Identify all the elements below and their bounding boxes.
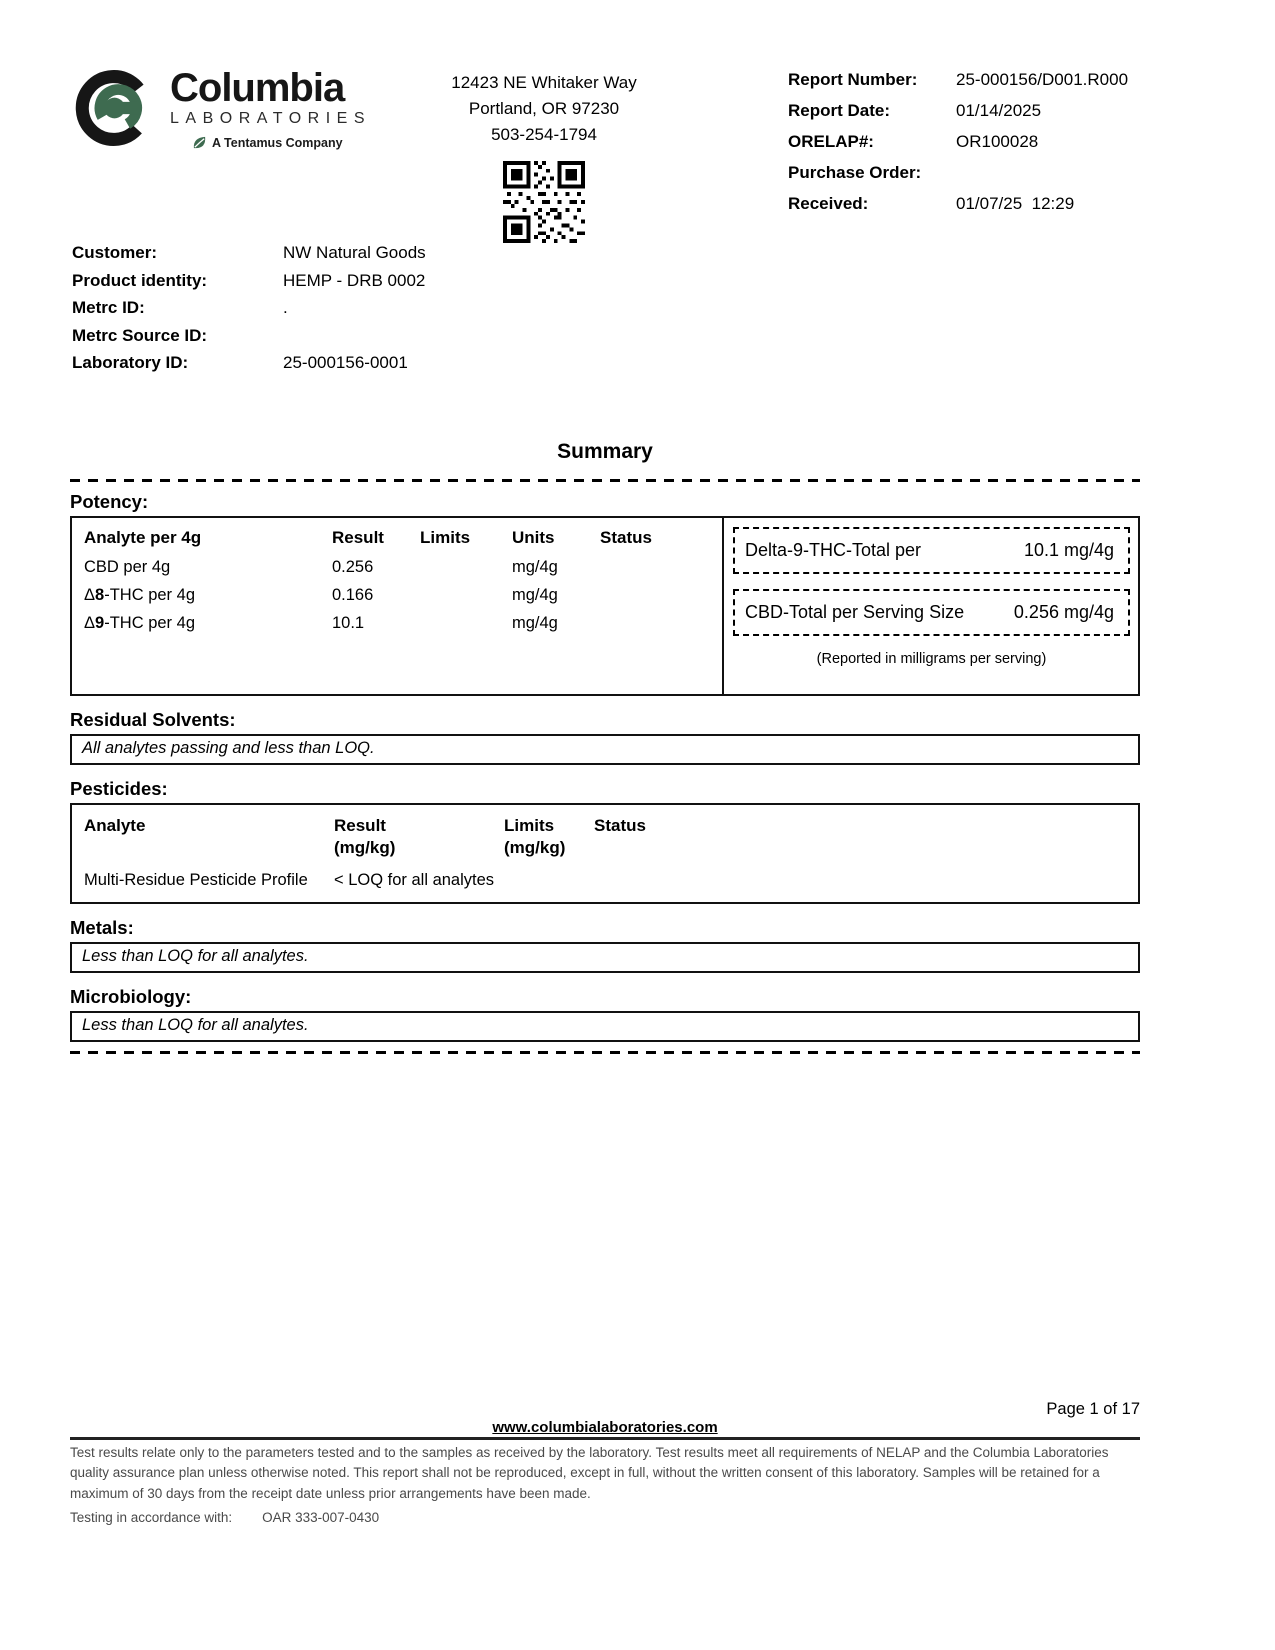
status-value (594, 871, 1126, 890)
sample-field-label: Metrc Source ID: (72, 325, 208, 345)
columbia-logo-icon (70, 62, 162, 154)
analyte-name: CBD per 4g (84, 558, 171, 576)
result-value: < LOQ for all analytes (334, 871, 495, 889)
thc-total-value: 10.1 mg/4g (1023, 540, 1114, 560)
tentamus-tagline (192, 135, 371, 150)
report-field-value: OR100028 (956, 132, 1039, 151)
sample-field-value: . (283, 298, 288, 317)
website-link[interactable]: www.columbialaboratories.com (492, 1419, 718, 1436)
column-header: Limits (420, 528, 471, 547)
address-line: Portland, OR 97230 (468, 99, 620, 118)
page-number: Page 1 of 17 (1046, 1400, 1140, 1418)
limits-value (420, 558, 512, 577)
dashed-divider (70, 1051, 1140, 1054)
thc-total-label: Delta-9-THC-Total per (745, 540, 922, 560)
metals-note: Less than LOQ for all analytes. (70, 942, 1140, 973)
potency-panel (70, 516, 1140, 696)
cbd-total-value: 0.256 mg/4g (1013, 602, 1114, 622)
report-field-label: Report Number: (788, 70, 918, 89)
result-value: 10.1 (332, 614, 365, 632)
analyte-name: Δ8-THC per 4g (84, 586, 195, 604)
qr-code (503, 161, 585, 243)
phone-number: 503-254-1794 (491, 125, 597, 144)
potency-table (72, 518, 724, 694)
testing-accordance (70, 1510, 1140, 1525)
cbd-total-label: CBD-Total per Serving Size (745, 602, 965, 622)
summary-title: Summary (557, 440, 653, 463)
report-field-label: Report Date: (788, 101, 891, 120)
units-value: mg/4g (512, 586, 558, 604)
columbia-logo (70, 62, 370, 154)
analyte-name: Δ9-THC per 4g (84, 614, 195, 632)
cbd-total-callout (733, 589, 1130, 636)
totals-note: (Reported in milligrams per serving) (816, 651, 1047, 667)
result-value: 0.166 (332, 586, 374, 604)
report-header (70, 62, 1140, 251)
units-value: mg/4g (512, 614, 558, 632)
result-value: 0.256 (332, 558, 374, 576)
sample-field-label: Product identity: (72, 270, 208, 290)
column-header: Analyte per 4g (84, 528, 202, 547)
status-value (600, 586, 710, 605)
sample-field (72, 243, 426, 271)
report-field-value: 01/14/2025 (956, 101, 1042, 120)
report-field (788, 163, 1140, 194)
residual-solvents-label: Residual Solvents: (70, 709, 236, 730)
limits-value (420, 614, 512, 633)
potency-section-label: Potency: (70, 491, 149, 512)
lab-address (410, 62, 678, 251)
sample-field-label: Customer: (72, 243, 158, 262)
pesticides-header-row (72, 815, 1138, 859)
report-footer (70, 1400, 1140, 1525)
brand-name: Columbia (170, 66, 345, 110)
sample-field-label: Metrc ID: (72, 298, 145, 317)
brand-subtitle: LABORATORIES (170, 110, 371, 127)
report-field-value: 25-000156/D001.R000 (956, 70, 1129, 89)
column-header: Limits (mg/kg) (504, 816, 566, 857)
column-header: Result (mg/kg) (334, 816, 396, 857)
limits-value (504, 871, 594, 890)
dashed-divider (70, 479, 1140, 482)
metals-label: Metals: (70, 917, 134, 938)
units-value: mg/4g (512, 558, 558, 576)
limits-value (420, 586, 512, 605)
pesticides-table (70, 803, 1140, 904)
report-field (788, 194, 1140, 225)
logo-text (170, 62, 371, 150)
pesticides-label: Pesticides: (70, 778, 168, 799)
tagline-text: A Tentamus Company (212, 135, 343, 150)
disclaimer-text: Test results relate only to the parameters tested and to the samples as received by the laboratory. Test results meet all requirements of NELAP and the Columbia Laboratories quality assurance plan unless otherwise noted. This report shall not be reproduced, except in full, without the written consent of this laboratory. Samples will be retained for a maximum of 30 days from the receipt date unless prior arrangements have been made. (70, 1445, 1109, 1501)
sample-field (72, 353, 426, 381)
report-field (788, 132, 1140, 163)
potency-totals-panel (724, 518, 1138, 694)
microbiology-label: Microbiology: (70, 986, 192, 1007)
table-row (72, 586, 722, 605)
sample-info (72, 243, 426, 381)
report-info (788, 62, 1140, 225)
leaf-icon (192, 135, 207, 150)
analyte-name: Multi-Residue Pesticide Profile (84, 871, 308, 889)
report-field-label: ORELAP#: (788, 132, 874, 151)
testing-value: OAR 333-007-0430 (262, 1509, 380, 1525)
sample-field-value: 25-000156-0001 (283, 353, 408, 372)
microbiology-note: Less than LOQ for all analytes. (70, 1011, 1140, 1042)
column-header: Status (600, 528, 652, 547)
sample-field (72, 326, 426, 354)
testing-label: Testing in accordance with: (70, 1509, 233, 1525)
report-field (788, 70, 1140, 101)
sample-field-label: Laboratory ID: (72, 353, 189, 372)
report-field (788, 101, 1140, 132)
summary-section (70, 440, 1140, 1054)
column-header: Result (332, 528, 384, 547)
potency-header-row (72, 528, 722, 548)
column-header: Units (512, 528, 555, 547)
sample-field-value: HEMP - DRB 0002 (283, 270, 426, 290)
table-row (72, 558, 722, 577)
sample-field (72, 271, 426, 299)
status-value (600, 614, 710, 633)
sample-field (72, 298, 426, 326)
footer-divider (70, 1437, 1140, 1440)
column-header: Analyte (84, 816, 146, 835)
sample-field-value: NW Natural Goods (283, 243, 426, 262)
address-line: 12423 NE Whitaker Way (451, 73, 637, 92)
table-row (72, 614, 722, 633)
report-field-label: Received: (788, 194, 869, 213)
report-field-label: Purchase Order: (788, 163, 922, 182)
thc-total-callout (733, 527, 1130, 574)
table-row (72, 871, 1138, 890)
residual-solvents-note: All analytes passing and less than LOQ. (70, 734, 1140, 765)
column-header: Status (594, 816, 646, 835)
status-value (600, 558, 710, 577)
report-field-value: 01/07/25 12:29 (956, 194, 1075, 213)
